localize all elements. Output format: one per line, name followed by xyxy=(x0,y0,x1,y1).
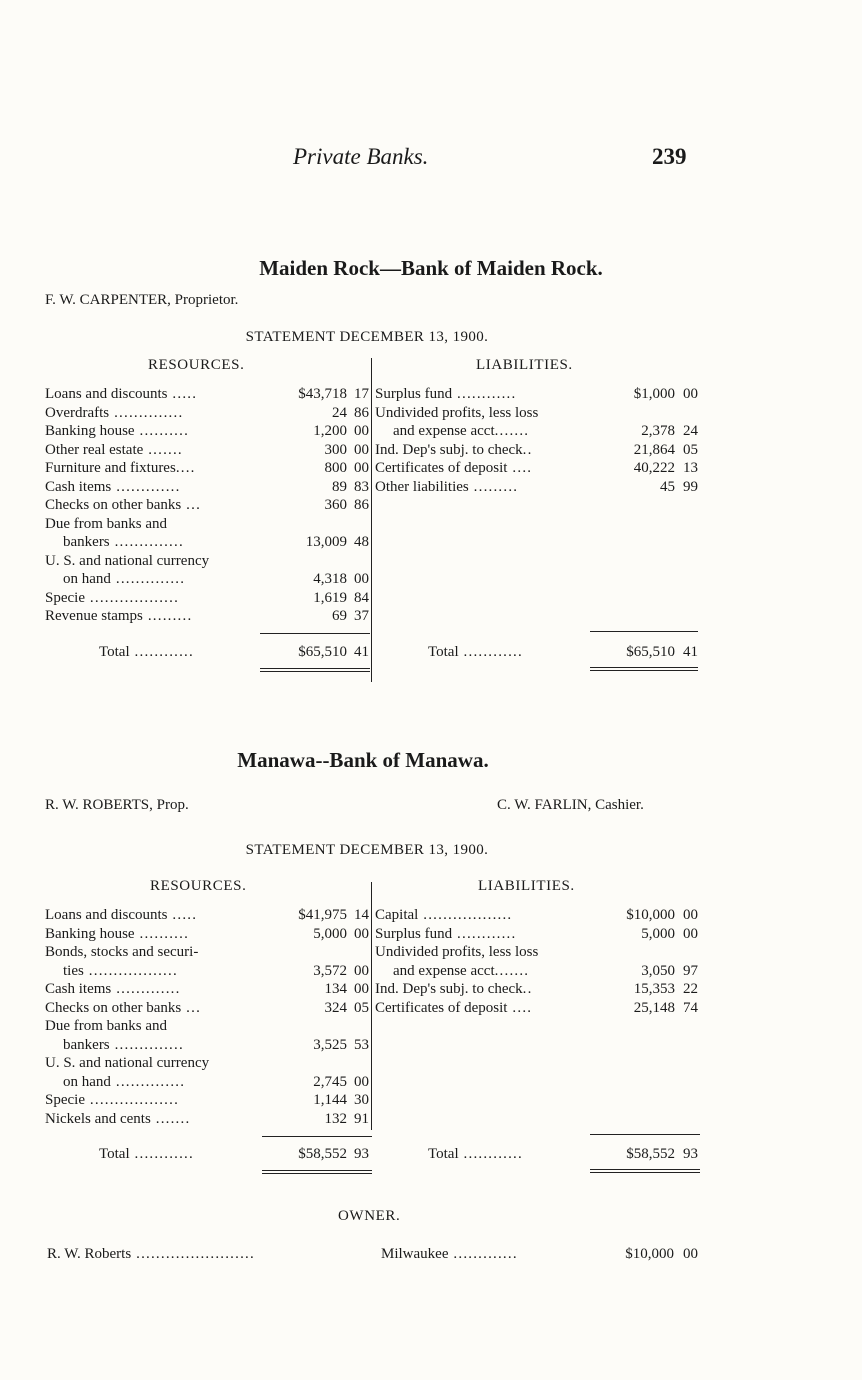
row-label-leader: ... xyxy=(181,999,202,1016)
column-divider xyxy=(371,882,372,1130)
owner-amount-cents: 00 xyxy=(683,1246,698,1262)
double-rule xyxy=(262,1170,372,1171)
row-label-leader: ....... xyxy=(150,1110,191,1127)
row-amount: 1,200 xyxy=(313,423,347,439)
row-amount: 3,572 xyxy=(313,962,347,979)
row-label-leader: ......... xyxy=(468,478,519,495)
row-label-leader: ....... xyxy=(494,423,530,439)
total-label-liabilities xyxy=(428,1145,592,1163)
row-amount: 1,619 xyxy=(313,589,347,606)
row-label-text: Surplus fund xyxy=(375,925,453,942)
owner-location: Milwaukee ............. xyxy=(381,1246,518,1262)
total-text: Total xyxy=(428,644,459,660)
row-label xyxy=(45,925,263,943)
total-resources-amount: $65,510 xyxy=(298,644,347,660)
row-label-text: Checks on other banks xyxy=(45,497,182,513)
bank-officer-left: R. W. ROBERTS, Prop. xyxy=(45,797,189,813)
row-label xyxy=(375,980,593,998)
double-rule xyxy=(590,670,698,671)
row-label-leader: .............. xyxy=(109,404,184,421)
row-label-text: Specie xyxy=(45,1092,85,1108)
row-label-text: Loans and discounts xyxy=(45,386,168,402)
double-rule xyxy=(260,668,370,669)
total-liabilities-cents: 41 xyxy=(683,644,698,660)
row-cents: 84 xyxy=(354,589,369,606)
row-cents: 53 xyxy=(354,1036,369,1053)
row-cents: 00 xyxy=(683,925,698,942)
row-label-leader: ............ xyxy=(452,386,517,402)
total-label-resources xyxy=(99,643,263,661)
double-rule xyxy=(260,671,370,672)
total-text: Total xyxy=(99,1146,130,1162)
row-label-text: Ind. Dep's subj. to check xyxy=(375,441,523,458)
row-amount: $41,975 xyxy=(298,907,347,923)
row-label-text: Bonds, stocks and securi- xyxy=(45,944,199,960)
row-label-text: Due from banks and xyxy=(45,515,168,532)
row-label xyxy=(375,404,593,422)
resources-header: RESOURCES. xyxy=(150,878,247,894)
row-cents: 48 xyxy=(354,534,369,550)
row-cents: 00 xyxy=(354,1073,369,1090)
row-cents: 00 xyxy=(354,925,369,942)
row-label-text: Banking house xyxy=(45,925,135,942)
row-label-leader: .... xyxy=(507,460,533,476)
row-label xyxy=(45,515,263,533)
row-cents: 00 xyxy=(354,981,369,997)
row-label xyxy=(393,962,593,980)
row-label-leader: .............. xyxy=(110,571,186,587)
row-label xyxy=(45,1054,263,1072)
total-label-resources xyxy=(99,1145,263,1163)
row-amount: $43,718 xyxy=(298,386,347,402)
row-label-text: Other liabilities xyxy=(375,478,469,495)
row-label-text: Cash items xyxy=(45,478,112,495)
row-amount: 15,353 xyxy=(633,981,675,997)
row-amount: 4,318 xyxy=(313,571,347,587)
row-label xyxy=(63,1036,263,1054)
row-label-leader: .................. xyxy=(83,962,178,979)
row-label xyxy=(63,570,263,588)
total-liabilities-cents: 93 xyxy=(683,1146,698,1162)
rule xyxy=(260,633,370,634)
row-amount: 132 xyxy=(324,1110,347,1127)
owner-name: R. W. Roberts ........................ xyxy=(47,1246,255,1262)
row-label-text: Banking house xyxy=(45,423,135,439)
row-amount: 13,009 xyxy=(305,534,347,550)
row-label xyxy=(375,441,593,459)
row-amount: 300 xyxy=(324,441,347,458)
row-amount: 45 xyxy=(660,478,675,495)
page-number: 239 xyxy=(652,144,687,169)
row-amount: 1,144 xyxy=(313,1092,347,1108)
row-label-text: Loans and discounts xyxy=(45,907,168,923)
row-cents: 00 xyxy=(683,386,698,402)
total-leader: ............ xyxy=(129,1146,194,1162)
row-amount: 89 xyxy=(332,478,347,495)
row-label-leader: .. xyxy=(522,441,533,458)
row-amount: 25,148 xyxy=(633,999,675,1016)
row-amount: 800 xyxy=(324,460,347,476)
row-cents: 00 xyxy=(354,571,369,587)
row-cents: 00 xyxy=(354,441,369,458)
row-label-text: and expense acct xyxy=(393,423,495,439)
row-amount: $1,000 xyxy=(633,386,675,402)
row-cents: 22 xyxy=(683,981,698,997)
row-label xyxy=(375,999,593,1017)
row-label-leader: ............ xyxy=(452,925,517,942)
bank-title-manawa: Manawa--Bank of Manawa. xyxy=(237,748,489,772)
total-label-liabilities xyxy=(428,643,592,661)
row-label-leader: ............. xyxy=(111,981,181,997)
row-cents: 99 xyxy=(683,478,698,495)
row-label-leader: ............. xyxy=(111,478,181,495)
row-label-text: Nickels and cents xyxy=(45,1110,151,1127)
row-label-leader: .............. xyxy=(109,534,184,550)
rule xyxy=(590,1134,700,1135)
column-divider xyxy=(371,358,372,682)
row-label-leader: .................. xyxy=(84,1092,180,1108)
row-label xyxy=(375,943,593,961)
row-label-leader: .............. xyxy=(109,1036,184,1053)
double-rule xyxy=(262,1173,372,1174)
row-label xyxy=(45,1091,263,1109)
row-cents: 86 xyxy=(354,497,369,513)
resources-header: RESOURCES. xyxy=(148,357,245,373)
row-label xyxy=(45,906,263,924)
row-cents: 37 xyxy=(354,608,369,624)
row-label xyxy=(45,607,263,625)
row-label-leader: .......... xyxy=(134,925,190,942)
row-cents: 14 xyxy=(354,907,369,923)
total-leader: ............ xyxy=(458,644,523,660)
row-amount: 3,050 xyxy=(641,962,675,979)
row-amount: $10,000 xyxy=(626,907,675,923)
row-label xyxy=(45,422,263,440)
row-label xyxy=(45,943,263,961)
row-cents: 13 xyxy=(683,460,698,476)
row-label-text: Specie xyxy=(45,589,85,606)
total-text: Total xyxy=(428,1146,459,1162)
total-liabilities-amount: $65,510 xyxy=(626,644,675,660)
row-label-text: Capital xyxy=(375,907,419,923)
row-label-leader: .................. xyxy=(84,589,180,606)
row-amount: 360 xyxy=(324,497,347,513)
row-label xyxy=(63,1073,263,1091)
row-label xyxy=(45,999,263,1017)
row-label-text: Due from banks and xyxy=(45,1018,168,1034)
row-cents: 05 xyxy=(354,999,369,1016)
row-label xyxy=(63,962,263,980)
row-label xyxy=(45,1110,263,1128)
row-label xyxy=(45,459,263,477)
row-label-text: Undivided profits, less loss xyxy=(375,944,539,960)
double-rule xyxy=(590,1172,700,1173)
rule xyxy=(590,631,698,632)
statement-date: STATEMENT DECEMBER 13, 1900. xyxy=(245,329,489,345)
row-label xyxy=(45,441,263,459)
row-label-text: Revenue stamps xyxy=(45,608,143,624)
row-label xyxy=(45,478,263,496)
row-label-text: Checks on other banks xyxy=(45,999,182,1016)
row-label-text: ties xyxy=(63,962,84,979)
row-amount: 134 xyxy=(324,981,347,997)
row-label-text: on hand xyxy=(63,571,111,587)
total-resources-amount: $58,552 xyxy=(298,1146,347,1162)
row-label-text: Surplus fund xyxy=(375,386,453,402)
row-label xyxy=(45,1017,263,1035)
row-label-text: Overdrafts xyxy=(45,404,110,421)
row-label-leader: .. xyxy=(522,981,533,997)
row-label xyxy=(375,906,593,924)
row-amount: 69 xyxy=(332,608,347,624)
row-amount: 5,000 xyxy=(313,925,347,942)
row-label xyxy=(45,385,263,403)
row-amount: 3,525 xyxy=(313,1036,347,1053)
row-cents: 24 xyxy=(683,423,698,439)
row-amount: 324 xyxy=(324,999,347,1016)
total-leader: ............ xyxy=(458,1146,523,1162)
row-label-leader: ....... xyxy=(143,441,183,458)
row-label-leader: ......... xyxy=(142,608,193,624)
row-label-text: Certificates of deposit xyxy=(375,460,508,476)
row-label-text: U. S. and national currency xyxy=(45,1055,210,1071)
row-label-text: on hand xyxy=(63,1073,111,1090)
total-leader: ............ xyxy=(129,644,194,660)
total-resources-cents: 41 xyxy=(354,644,369,660)
double-rule xyxy=(590,667,698,668)
row-cents: 91 xyxy=(354,1110,369,1127)
row-label-text: Ind. Dep's subj. to check xyxy=(375,981,523,997)
bank-title-maiden-rock: Maiden Rock—Bank of Maiden Rock. xyxy=(259,256,603,280)
row-label xyxy=(45,496,263,514)
running-head: Private Banks. xyxy=(293,144,429,169)
row-label xyxy=(375,385,593,403)
row-label-leader: .................. xyxy=(418,907,513,923)
row-label xyxy=(375,459,593,477)
row-label xyxy=(375,925,593,943)
total-liabilities-amount: $58,552 xyxy=(626,1146,675,1162)
row-amount: 2,378 xyxy=(641,423,675,439)
row-label-text: Other real estate xyxy=(45,441,144,458)
row-label-text: Cash items xyxy=(45,981,112,997)
row-cents: 00 xyxy=(354,460,369,476)
owner-amount: $10,000 xyxy=(625,1246,674,1262)
row-label-leader: ..... xyxy=(167,907,198,923)
row-label-leader: ....... xyxy=(494,962,530,979)
row-label-text: bankers xyxy=(63,1036,110,1053)
row-cents: 00 xyxy=(354,423,369,439)
row-cents: 83 xyxy=(354,478,369,495)
rule xyxy=(262,1136,372,1137)
row-label-text: U. S. and national currency xyxy=(45,552,210,569)
row-cents: 30 xyxy=(354,1092,369,1108)
row-amount: 2,745 xyxy=(313,1073,347,1090)
double-rule xyxy=(590,1169,700,1170)
total-resources-cents: 93 xyxy=(354,1146,369,1162)
row-cents: 00 xyxy=(354,962,369,979)
row-label-leader: ... xyxy=(181,497,202,513)
row-label xyxy=(45,404,263,422)
total-text: Total xyxy=(99,644,130,660)
row-cents: 17 xyxy=(354,386,369,402)
row-label-text: Certificates of deposit xyxy=(375,999,508,1016)
row-cents: 74 xyxy=(683,999,698,1016)
row-cents: 86 xyxy=(354,404,369,421)
row-label xyxy=(45,552,263,570)
row-label xyxy=(45,589,263,607)
liabilities-header: LIABILITIES. xyxy=(476,357,573,373)
row-label-leader: .... xyxy=(507,999,533,1016)
owner-header: OWNER. xyxy=(338,1208,401,1224)
row-cents: 97 xyxy=(683,962,698,979)
row-amount: 21,864 xyxy=(633,441,675,458)
row-label-leader: .............. xyxy=(110,1073,186,1090)
row-label-leader: ..... xyxy=(167,386,198,402)
row-amount: 24 xyxy=(332,404,347,421)
row-cents: 05 xyxy=(683,441,698,458)
bank-officer-left: F. W. CARPENTER, Proprietor. xyxy=(45,292,239,308)
row-amount: 5,000 xyxy=(641,925,675,942)
row-cents: 00 xyxy=(683,907,698,923)
row-label xyxy=(393,422,593,440)
row-label-leader: .......... xyxy=(134,423,190,439)
row-label xyxy=(45,980,263,998)
row-label-text: Undivided profits, less loss xyxy=(375,404,539,421)
bank-officer-right: C. W. FARLIN, Cashier. xyxy=(497,797,644,813)
row-label-text: and expense acct xyxy=(393,962,495,979)
row-label-text: bankers xyxy=(63,534,110,550)
row-label-leader: .... xyxy=(175,460,196,476)
row-label xyxy=(63,533,263,551)
row-label xyxy=(375,478,593,496)
liabilities-header: LIABILITIES. xyxy=(478,878,575,894)
statement-date: STATEMENT DECEMBER 13, 1900. xyxy=(245,842,489,858)
row-amount: 40,222 xyxy=(633,460,675,476)
row-label-text: Furniture and fixtures xyxy=(45,460,176,476)
